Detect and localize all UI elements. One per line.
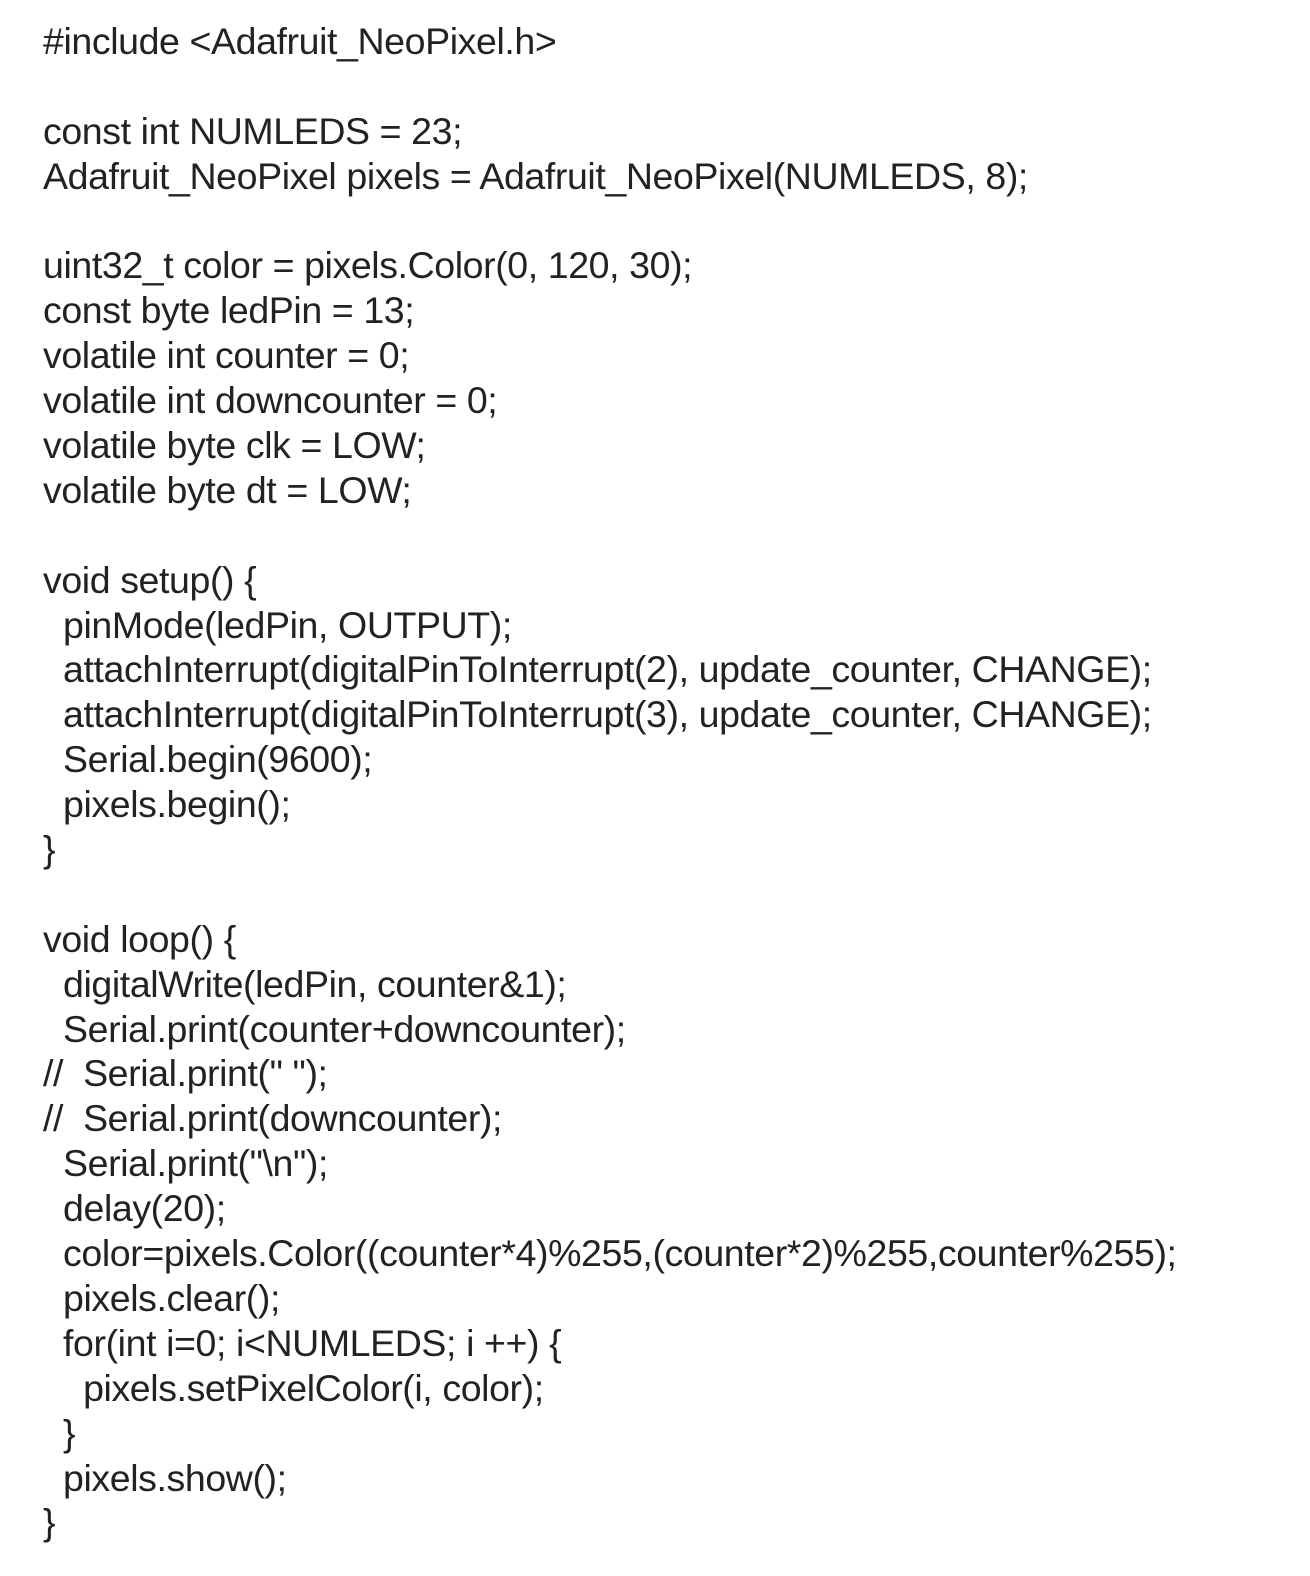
code-line-set-pixel-color: pixels.setPixelColor(i, color); bbox=[43, 1366, 544, 1409]
code-line-ledpin: const byte ledPin = 13; bbox=[43, 289, 415, 332]
code-line-serial-print-sum: Serial.print(counter+downcounter); bbox=[43, 1007, 626, 1050]
code-line-color-decl: uint32_t color = pixels.Color(0, 120, 30); bbox=[43, 244, 693, 287]
code-line-pixels-show: pixels.show(); bbox=[43, 1456, 287, 1499]
code-line-blank bbox=[43, 872, 1177, 917]
code-line-color-assign: color=pixels.Color((counter*4)%255,(counter*2)%255,counter%255); bbox=[43, 1232, 1177, 1275]
code-line-blank bbox=[43, 199, 1177, 244]
code-line-comment-print-space: // Serial.print(" "); bbox=[43, 1052, 328, 1095]
code-line-clk: volatile byte clk = LOW; bbox=[43, 424, 426, 467]
code-block bbox=[43, 19, 1177, 1545]
code-line-pixels-begin: pixels.begin(); bbox=[43, 783, 291, 826]
code-line-counter: volatile int counter = 0; bbox=[43, 334, 410, 377]
code-line-setup-open: void setup() { bbox=[43, 558, 257, 601]
code-line-digitalwrite: digitalWrite(ledPin, counter&1); bbox=[43, 962, 567, 1005]
code-line-serial-begin: Serial.begin(9600); bbox=[43, 738, 373, 781]
code-line-delay: delay(20); bbox=[43, 1187, 226, 1230]
code-line-serial-print-newline: Serial.print("\n"); bbox=[43, 1142, 328, 1185]
code-line-pixels-clear: pixels.clear(); bbox=[43, 1276, 281, 1319]
code-line-attach-interrupt-2: attachInterrupt(digitalPinToInterrupt(2), update_counter, CHANGE); bbox=[43, 648, 1152, 691]
code-line-setup-close: } bbox=[43, 828, 56, 871]
code-line-pixels-decl: Adafruit_NeoPixel pixels = Adafruit_NeoPixel(NUMLEDS, 8); bbox=[43, 154, 1028, 197]
code-line-for-close: } bbox=[43, 1411, 76, 1454]
code-line-blank bbox=[43, 64, 1177, 109]
code-line-numleds: const int NUMLEDS = 23; bbox=[43, 109, 463, 152]
code-line-include: #include <Adafruit_NeoPixel.h> bbox=[43, 20, 557, 62]
code-line-downcounter: volatile int downcounter = 0; bbox=[43, 379, 498, 422]
code-line-loop-close: } bbox=[43, 1501, 56, 1544]
code-line-blank bbox=[43, 513, 1177, 558]
code-line-attach-interrupt-3: attachInterrupt(digitalPinToInterrupt(3), update_counter, CHANGE); bbox=[43, 693, 1152, 736]
code-line-for-open: for(int i=0; i<NUMLEDS; i ++) { bbox=[43, 1321, 562, 1364]
code-line-comment-print-downcounter: // Serial.print(downcounter); bbox=[43, 1097, 503, 1140]
code-line-loop-open: void loop() { bbox=[43, 917, 236, 960]
code-line-pinmode: pinMode(ledPin, OUTPUT); bbox=[43, 603, 512, 646]
code-line-dt: volatile byte dt = LOW; bbox=[43, 468, 412, 511]
